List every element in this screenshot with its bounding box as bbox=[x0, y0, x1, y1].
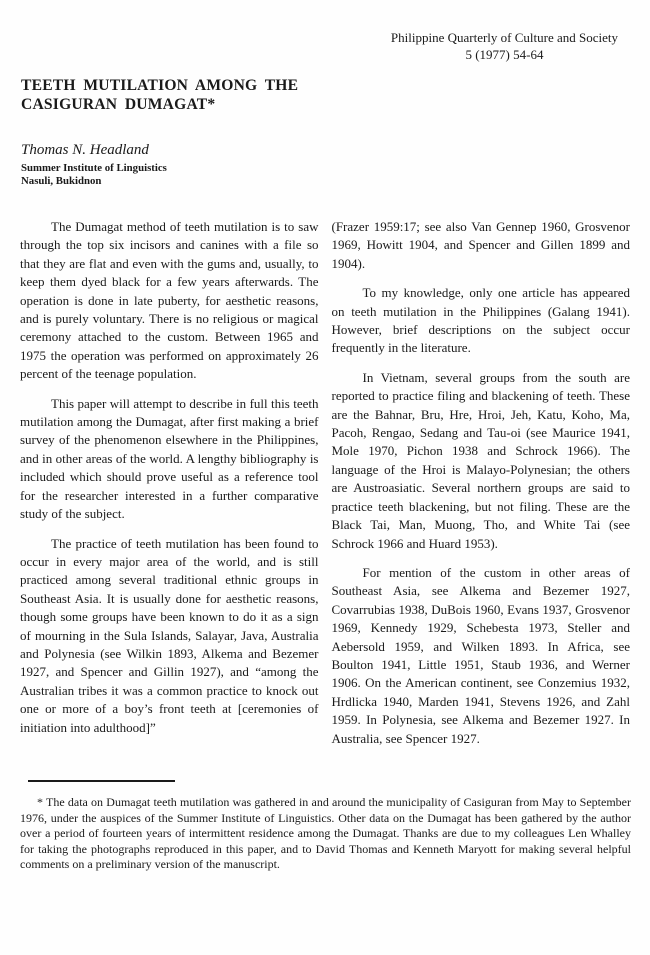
paragraph-vietnam-groups: In Vietnam, several groups from the south are reported to practice filing and blackening of teeth. These are the Bahnar, Bru, Hre, Hroi, Jeh, Katu, Koho, Ma, Pacoh, Rengao, Sedang and Tau-oi (see Maurice 1941, Mole 1970, Pichon 1938 and Schrock 1966). The language of the Hroi is Malayo-Polynesian; the others are Austroasiatic. Several northern groups are said to practice teeth blackening, but not filing. These are the Black Tai, Man, Muong, Tho, and White Tai (see Schrock 1966 and Huard 1953). bbox=[331, 369, 630, 551]
paragraph-scope: This paper will attempt to describe in full this teeth mutilation among the Dumagat, after first making a brief survey of the phenomenon elsewhere in the Philippines, and in other areas of the world. A lengthy bibliography is included which should prove useful as a reference tool for the researcher interested in a further comparative study of the subject. bbox=[20, 395, 319, 522]
paragraph-philippines-literature: To my knowledge, only one article has appeared on teeth mutilation in the Philippines (Galang 1941). However, brief descriptions on the subject occur frequently in the literature. bbox=[331, 285, 630, 356]
paragraph-other-areas: For mention of the custom in other areas of Southeast Asia, see Alkema and Bezemer 1927, Covarrubias 1938, DuBois 1960, Evans 1937, Grosvenor 1969, Kennedy 1929, Schebesta 1973, Steller and Aebersold 1959, and Wilken 1893. In Africa, see Boulton 1941, Little 1951, Staub 1936, and Werner 1906. On the American continent, see Conzemius 1932, Hrdlicka 1940, Marden 1941, Stevens 1926, and Zahl 1959. In Polynesia, see Alkema and Bezemer 1927. In Australia, see Spencer 1927. bbox=[331, 564, 630, 746]
paragraph-world-survey: The practice of teeth mutilation has been found to occur in every major area of the world, and is still practiced among several traditional ethnic groups in Southeast Asia. It is usually done for aesthetic reasons, though some groups have been known to do it as a sign of mourning in the Sula Islands, Salayar, Java, Australia and Polynesia (see Wilkin 1893, Alkema and Bezemer 1927, and Spencer and Gillin 1927), and “among the Australian tribes it was a common practice to knock out one or more of a boy’s front teeth at [ceremonies of initiation into adulthood]” bbox=[20, 535, 319, 735]
footnote-separator bbox=[28, 780, 175, 782]
article-title bbox=[21, 77, 298, 114]
journal-issue: 5 (1977) 54-64 bbox=[465, 46, 544, 62]
footnote-text: * The data on Dumagat teeth mutilation was gathered in and around the municipality of Casiguran from May to September 1976, under the auspices of the Summer Institute of Linguistics. Other data on the Dumagat has been gathered by the author over a period of fourteen years of intermittent residence among the Dumagat. Thanks are due to my colleagues Len Whalley for taking the photographs reproduced in this paper, and to David Thomas and Kenneth Maryott for making several helpful comments on a preliminary version of the manuscript. bbox=[20, 795, 631, 871]
author-name: Thomas N. Headland bbox=[21, 142, 149, 158]
journal-name: Philippine Quarterly of Culture and Society bbox=[390, 30, 618, 45]
paragraph-citation-continuation: (Frazer 1959:17; see also Van Gennep 1960, Grosvenor 1969, Howitt 1904, and Spencer and Gillen 1899 and 1904). bbox=[331, 219, 630, 271]
article-title-line1: TEETH MUTILATION AMONG THE bbox=[21, 77, 299, 94]
author-affiliation-institute: Summer Institute of Linguistics bbox=[21, 162, 167, 174]
author-block bbox=[21, 141, 167, 188]
journal-header bbox=[391, 30, 618, 63]
author-affiliation-location: Nasuli, Bukidnon bbox=[21, 175, 102, 187]
left-column bbox=[20, 218, 319, 759]
article-body bbox=[20, 218, 630, 759]
paragraph-abstract: The Dumagat method of teeth mutilation is to saw through the top six incisors and canines with a file so that they are flat and even with the gums and, usually, to keep them dyed black for a few years afterwards. The operation is done in late puberty, for aesthetic reasons, and is purely voluntary. There is no religious or magical ceremony attached to the custom. Between 1965 and 1975 the operation was performed on approximately 26 percent of the teenage population. bbox=[20, 219, 319, 382]
article-title-line2: CASIGURAN DUMAGAT* bbox=[21, 95, 216, 113]
right-column bbox=[332, 218, 631, 759]
